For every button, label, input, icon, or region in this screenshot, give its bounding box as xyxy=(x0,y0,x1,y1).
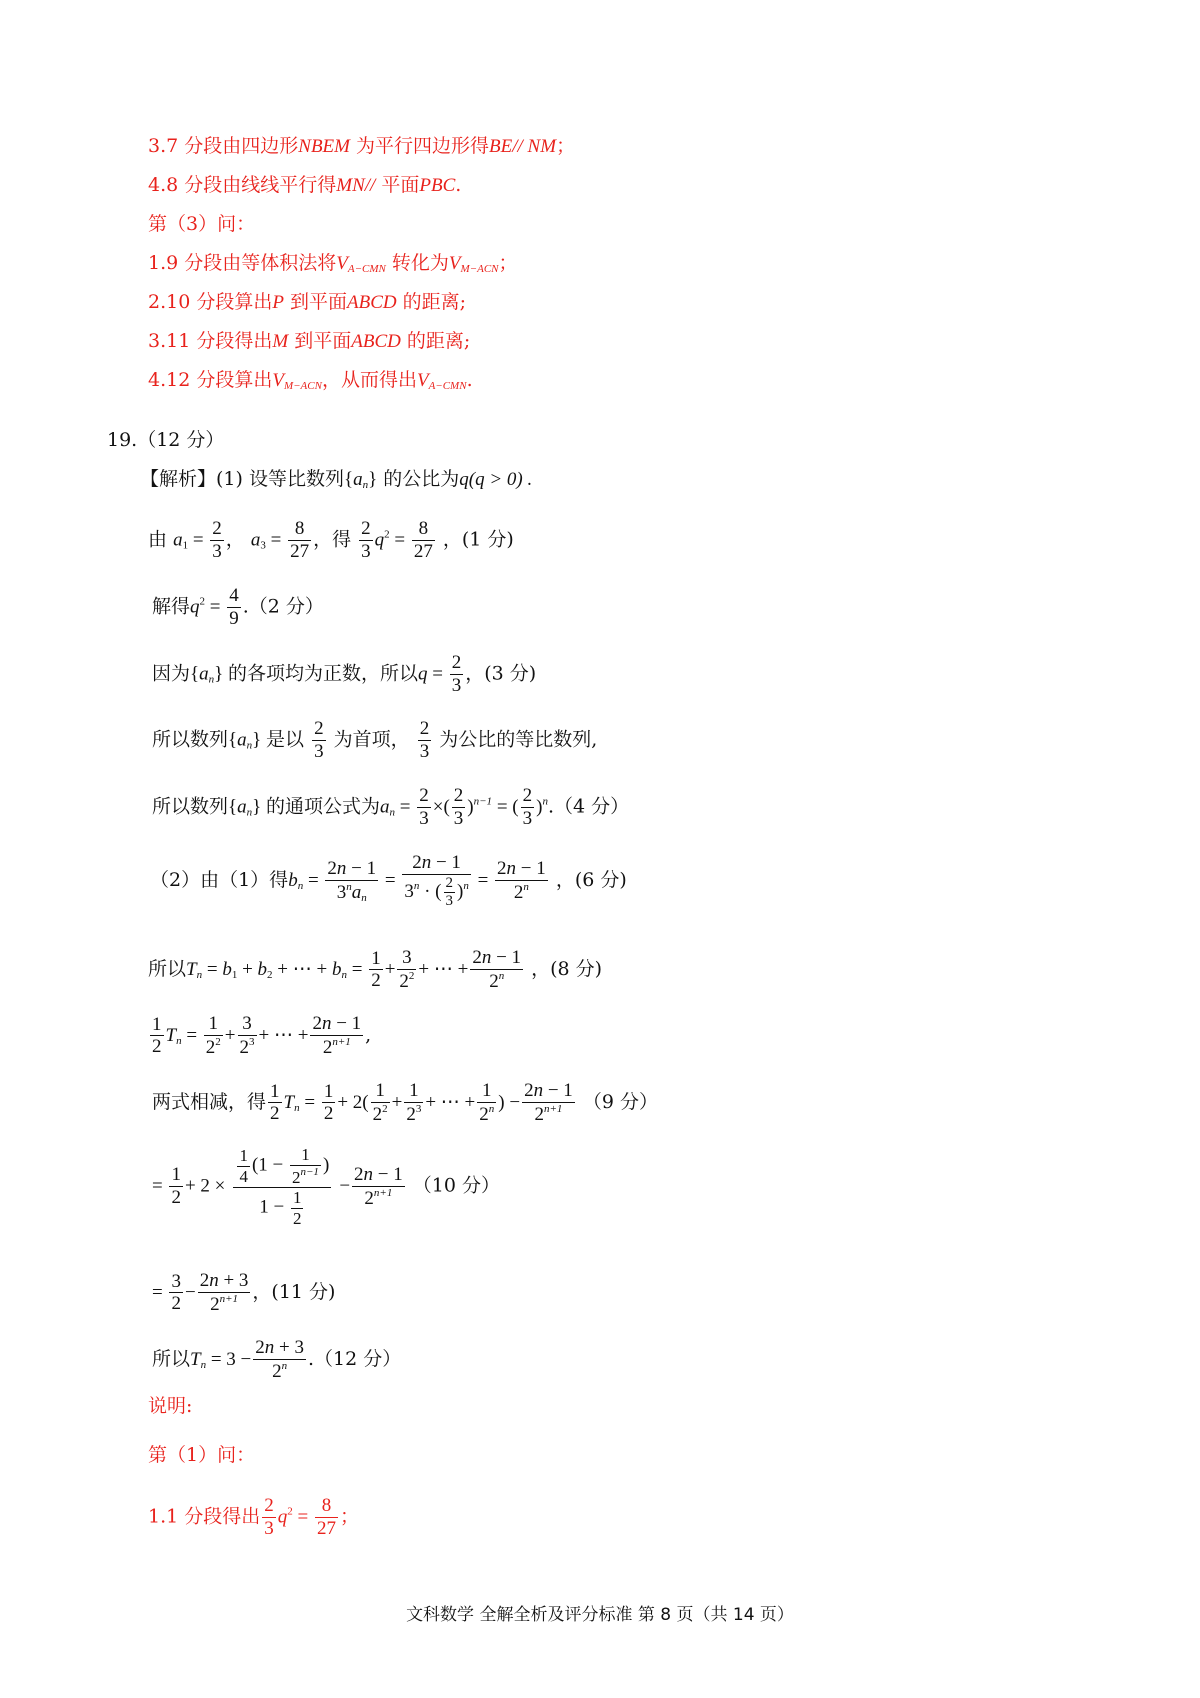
math-abcd: ABCD xyxy=(347,292,397,313)
punct: , xyxy=(365,1023,372,1046)
fraction: $\frac{1}{2^2}$ xyxy=(205,1013,221,1058)
step-text: 两式相减，得 xyxy=(152,1090,267,1113)
fraction: $\frac{2n - 1}{2^{n+1}}$ xyxy=(312,1013,362,1058)
fraction: $\frac{2n - 1}{2^{n+1}}$ xyxy=(524,1080,573,1125)
remark-text: 3.11 分段得出 xyxy=(148,330,273,352)
fraction: $\frac{2}{3}$ xyxy=(264,1495,274,1539)
math-abcd: ABCD xyxy=(351,331,401,352)
fraction: $\frac{2}{3}$ xyxy=(361,518,371,562)
remark-text: 平面 xyxy=(375,174,420,196)
math-v: V xyxy=(272,370,284,391)
score-label: （10 分） xyxy=(412,1174,501,1197)
remarks-title: 说明: xyxy=(148,1395,193,1417)
subscript: A−CMN xyxy=(428,380,467,392)
remark-text: 4.12 分段算出 xyxy=(148,369,273,391)
score-label: ，(8 分) xyxy=(531,957,603,980)
step-text: 因为 xyxy=(152,662,191,685)
fraction: $\frac{2n - 1}{3^na_n}$ xyxy=(327,857,377,904)
step-text: 为公比的等比数列, xyxy=(439,728,598,751)
remark-text: 到平面 xyxy=(283,291,348,313)
score-label: ，(6 分) xyxy=(555,869,627,892)
fraction: $\frac{1}{2}$ xyxy=(371,947,381,992)
fraction: $\frac{2}{3}$ xyxy=(212,518,222,562)
fraction: $\frac{2}{3}$ xyxy=(451,652,462,696)
fraction: $\frac{1}{2^n}$ xyxy=(479,1080,495,1125)
remark-4-12 xyxy=(148,371,473,392)
step-text: 解得 xyxy=(152,595,191,618)
fraction: $\frac{2n + 3}{2^n}$ xyxy=(255,1337,304,1382)
score-label: ，(11 分) xyxy=(252,1280,336,1303)
remark-text: 的距离; xyxy=(396,291,467,313)
score-label: .（12 分） xyxy=(308,1347,402,1370)
fraction: $\frac{2}{3}$ xyxy=(453,785,464,829)
remark-text: 转化为 xyxy=(385,252,449,274)
fraction: $\frac{2}{3}$ xyxy=(419,785,429,829)
step-text: 的各项均为正数，所以 xyxy=(228,662,419,685)
remark-2-10 xyxy=(148,293,466,312)
remark-text: ，从而得出 xyxy=(321,369,417,391)
step-12: 所以$T_n = 3$ − $\frac{2n + 3}{2^n}$ .（12 分） xyxy=(152,1337,402,1382)
punct: ； xyxy=(556,135,576,157)
step-text: 所以数列 xyxy=(152,728,229,751)
math-q-condition: q(q > 0) . xyxy=(459,469,533,490)
fraction: $\frac{2}{3}$ xyxy=(314,718,324,762)
math-be: BE xyxy=(489,136,513,157)
remark-text: 到平面 xyxy=(288,330,352,352)
fraction: $\frac{1}{4}$ (1 − $\frac{1}{2^{n-1}}$ ) 1 − $\frac{1}{2}$ xyxy=(233,1145,331,1228)
subscript: M−ACN xyxy=(460,263,499,275)
step-text: （2）由（1）得 xyxy=(150,869,289,892)
punct: ； xyxy=(339,1505,359,1528)
fraction: $\frac{2n - 1}{2^{n+1}}$ xyxy=(354,1163,403,1209)
fraction: $\frac{2}{3}$ xyxy=(522,785,533,829)
punct: . xyxy=(466,369,473,391)
fraction: $\frac{1}{2^2}$ xyxy=(372,1080,388,1125)
step-text: 所以数列 xyxy=(152,795,229,818)
math-m: M xyxy=(272,331,289,352)
step-2: 解得$q^2$ = $\frac{4}{9}$ .（2 分） xyxy=(152,585,324,629)
punct: . xyxy=(455,174,462,196)
analysis-line: 【解析】(1) 设等比数列$\{a_n\}$ 的公比为q(q > 0) . xyxy=(140,468,533,491)
math-mn: MN xyxy=(336,175,365,196)
step-text: 是以 xyxy=(266,728,305,751)
score-label: ，(1 分) xyxy=(442,528,514,551)
fraction: $\frac{8}{27}$ xyxy=(316,1495,336,1539)
score-label: .（4 分） xyxy=(547,795,630,818)
math-pbc: PBC xyxy=(419,175,456,196)
fraction: $\frac{2n + 3}{2^{n+1}}$ xyxy=(199,1270,249,1315)
step-11: = $\frac{3}{2}$ − $\frac{2n + 3}{2^{n+1}}$ ，(11 分) xyxy=(152,1270,336,1315)
score-label: .（2 分） xyxy=(242,595,324,618)
remark-text: 3.7 分段由四边形 xyxy=(148,135,299,157)
parallel-symbol: // xyxy=(364,175,376,196)
fraction: $\frac{1}{2^3}$ xyxy=(406,1080,422,1125)
punct: ； xyxy=(498,252,518,274)
remark-3-7 xyxy=(148,137,575,156)
fraction: $\frac{1}{2}$ xyxy=(270,1080,280,1125)
math-nm: // NM xyxy=(512,136,557,157)
step-7: 所以$T_n = b_1 + b_2$ + ⋯ + $b_n$ = $\frac{1}{2}$ + $\frac{3}{2^2}$ + ⋯ + $\frac{2n - 1}{2^n}$ ，(8 分) xyxy=(148,947,603,992)
math-v: V xyxy=(336,253,348,274)
step-5: 所以数列$\{a_n\}$ 的通项公式为$a_n$ = $\frac{2}{3}$ ×( $\frac{2}{3}$ )$^{n-1}$ = ( $\frac{2}{3}$ )$^n$.（4 分） xyxy=(152,785,630,829)
fraction: $\frac{1}{2}$ xyxy=(323,1080,334,1125)
fraction: 2n − 1 $3^n$ · ( $\frac{2}{3}$ )$^n$ xyxy=(404,852,469,910)
remark-text: 2.10 分段算出 xyxy=(148,291,273,313)
remark-text: 为平行四边形得 xyxy=(349,135,490,157)
fraction: $\frac{1}{2}$ xyxy=(152,1013,162,1058)
fraction: $\frac{8}{27}$ xyxy=(413,518,433,562)
analysis-text: 的公比为 xyxy=(383,468,460,490)
fraction: $\frac{2}{3}$ xyxy=(419,718,430,762)
question-heading: 19.（12 分） xyxy=(107,429,225,451)
subscript: M−ACN xyxy=(283,380,322,392)
remark-part3-heading: 第（3）问： xyxy=(148,213,256,235)
math-p: P xyxy=(272,292,284,313)
step-8: $\frac{1}{2}$ $T_n$ = $\frac{1}{2^2}$ + $\frac{3}{2^3}$ + ⋯ + $\frac{2n - 1}{2^{n+1}}$ , xyxy=(152,1013,372,1058)
fraction: $\frac{3}{2}$ xyxy=(171,1270,181,1315)
score-label: ，(3 分) xyxy=(465,662,537,685)
fraction: $\frac{2n - 1}{2^n}$ xyxy=(472,947,522,992)
step-10: = $\frac{1}{2}$ + 2 × $\frac{1}{4}$ (1 − $\frac{1}{2^{n-1}}$ ) 1 − $\frac{1}{2}$ − $\frac{2n - 1}{2^{n+1}}$ （10 分） xyxy=(152,1145,501,1228)
remark-text: 1.1 分段得出 xyxy=(148,1505,261,1528)
step-4: 所以数列$\{a_n\}$ 是以 $\frac{2}{3}$ 为首项， $\frac{2}{3}$ 为公比的等比数列, xyxy=(152,718,598,762)
remark-4-8 xyxy=(148,176,461,195)
step-text: 的通项公式为 xyxy=(266,795,381,818)
math-v: V xyxy=(448,253,461,274)
remark-3-11 xyxy=(148,332,470,351)
step-6: （2）由（1）得$b_n$ = $\frac{2n - 1}{3^na_n}$ = 2n − 1 $3^n$ · ( $\frac{2}{3}$ )$^n$ = $\frac{2n - 1}{2^n}$ ，(6 分) xyxy=(150,852,627,910)
fraction: $\frac{3}{2^3}$ xyxy=(239,1013,255,1058)
step-text: 所以 xyxy=(152,1347,191,1370)
step-text: 为首项， xyxy=(333,728,410,751)
fraction: $\frac{1}{2}$ xyxy=(171,1164,181,1209)
math-v: V xyxy=(416,370,429,391)
page-footer: 文科数学 全解全析及评分标准 第 8 页（共 14 页） xyxy=(406,1605,794,1625)
fraction: $\frac{8}{27}$ xyxy=(290,518,310,562)
score-label: （9 分） xyxy=(582,1090,658,1113)
remark-text: 的距离; xyxy=(400,330,471,352)
fraction: $\frac{3}{2^2}$ xyxy=(399,947,415,992)
remark-text: 4.8 分段由线线平行得 xyxy=(148,174,337,196)
subscript: A−CMN xyxy=(347,263,386,275)
remark-1-1: 1.1 分段得出 $\frac{2}{3}$ $q^2$ = $\frac{8}{27}$ ； xyxy=(148,1495,359,1539)
remarks-part1-heading: 第（1）问： xyxy=(148,1444,256,1466)
step-text: 由 xyxy=(148,528,168,551)
math-nbem: NBEM xyxy=(298,136,350,157)
fraction: $\frac{4}{9}$ xyxy=(229,585,239,629)
fraction: $\frac{2n - 1}{2^n}$ xyxy=(497,858,546,904)
step-3: 因为$\{a_n\}$ 的各项均为正数，所以q = $\frac{2}{3}$ ，(3 分) xyxy=(152,652,537,696)
step-9: 两式相减，得 $\frac{1}{2}$ $T_n$ = $\frac{1}{2}$ + 2( $\frac{1}{2^2}$ + $\frac{1}{2^3}$ + ⋯ + $\frac{1}{2^n}$ ) − $\frac{2n - 1}{2^{n+1}}$ （9 分） xyxy=(152,1080,658,1125)
step-1: 由 $a_1$ = $\frac{2}{3}$ ， $a_3$ = $\frac{8}{27}$ ，得 $\frac{2}{3}$ $q^2$ = $\frac{8}{27}$ ，(1 分) xyxy=(148,518,514,562)
analysis-label: 【解析】(1) 设等比数列 xyxy=(140,468,344,490)
remark-text: 1.9 分段由等体积法将 xyxy=(148,252,337,274)
step-text: 所以 xyxy=(148,957,187,980)
remark-1-9 xyxy=(148,254,518,275)
